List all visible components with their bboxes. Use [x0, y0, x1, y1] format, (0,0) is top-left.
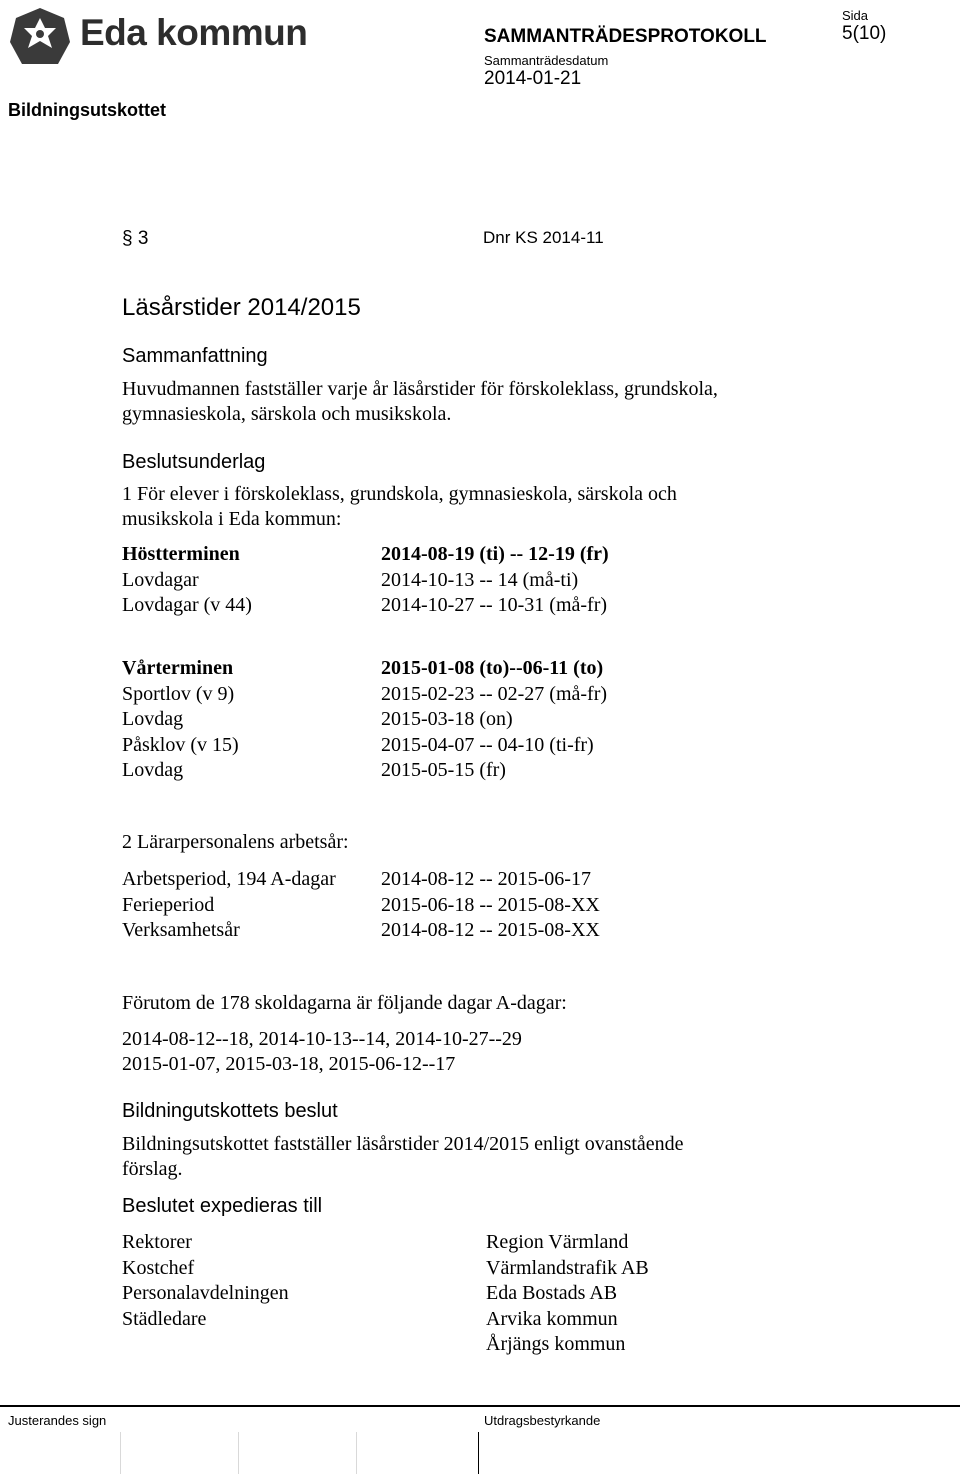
summary-line-1: Huvudmannen fastställer varje år läsårstider för förskoleklass, grundskola,: [122, 378, 718, 400]
table-row: [122, 733, 607, 759]
holiday-label: Lovdag: [122, 759, 184, 781]
table-row: [122, 593, 609, 619]
a-days-line-1: 2014-08-12--18, 2014-10-13--14, 2014-10-27--29: [122, 1028, 522, 1050]
decision-line-1: Bildningsutskottet fastställer läsårstider 2014/2015 enligt ovanstående: [122, 1133, 684, 1155]
table-row: [122, 656, 607, 682]
period-dates: 2014-08-12 -- 2015-08-XX: [381, 919, 600, 941]
decision-basis-heading: Beslutsunderlag: [122, 451, 266, 473]
page-label: Sida: [842, 8, 869, 23]
municipality-logo: [8, 6, 72, 70]
distribution-list-right: [486, 1230, 649, 1358]
teacher-year-table: [122, 867, 600, 944]
decision-line-2: förslag.: [122, 1158, 183, 1180]
holiday-dates: 2015-02-23 -- 02-27 (må-fr): [381, 682, 608, 705]
holiday-label: Lovdag: [122, 708, 184, 730]
table-row: [122, 867, 600, 893]
table-row: [122, 893, 600, 919]
holiday-label: Sportlov (v 9): [122, 682, 235, 705]
signature-box-divider: [238, 1432, 239, 1474]
recipient: Personalavdelningen: [122, 1282, 289, 1304]
table-row: [122, 542, 609, 568]
paragraph-number: § 3: [122, 228, 149, 249]
holiday-dates: 2014-10-27 -- 10-31 (må-fr): [381, 594, 608, 616]
summary-heading: Sammanfattning: [122, 345, 268, 367]
recipient: Arvika kommun: [486, 1307, 618, 1330]
extract-certification-label: Utdragsbestyrkande: [484, 1413, 601, 1428]
period-dates: 2015-06-18 -- 2015-08-XX: [381, 893, 600, 916]
table-row: [122, 568, 609, 594]
period-label: Verksamhetsår: [122, 919, 240, 941]
crest-icon: [8, 6, 72, 70]
recipient: Kostchef: [122, 1256, 195, 1279]
a-days-intro: Förutom de 178 skoldagarna är följande dagar A-dagar:: [122, 992, 567, 1014]
recipient: Värmlandstrafik AB: [486, 1256, 649, 1279]
meeting-date: 2014-01-21: [484, 68, 582, 89]
meeting-date-label: Sammanträdesdatum: [484, 53, 609, 68]
footer-column-divider: [478, 1432, 479, 1474]
period-dates: 2014-08-12 -- 2015-06-17: [381, 868, 591, 890]
holiday-label: Lovdagar (v 44): [122, 594, 252, 616]
recipient: Rektorer: [122, 1231, 192, 1253]
term-dates: 2015-01-08 (to)--06-11 (to): [381, 657, 604, 679]
term-label: Vårterminen: [122, 657, 234, 679]
holiday-dates: 2015-04-07 -- 04-10 (ti-fr): [381, 733, 594, 756]
period-label: Arbetsperiod, 194 A-dagar: [122, 868, 336, 890]
decision-heading: Bildningutskottets beslut: [122, 1100, 338, 1122]
holiday-label: Lovdagar: [122, 568, 199, 591]
document-type: SAMMANTRÄDESPROTOKOLL: [484, 26, 767, 47]
decision-basis-line-2: musikskola i Eda kommun:: [122, 508, 342, 530]
page-number: 5(10): [842, 23, 887, 44]
autumn-term-table: [122, 542, 609, 619]
holiday-dates: 2014-10-13 -- 14 (må-ti): [381, 568, 579, 591]
period-label: Ferieperiod: [122, 893, 215, 916]
distribution-list-left: [122, 1230, 289, 1332]
table-row: [122, 918, 600, 944]
org-name: Eda kommun: [80, 12, 308, 53]
recipient: Årjängs kommun: [486, 1333, 626, 1355]
recipient: Region Värmland: [486, 1231, 629, 1253]
holiday-dates: 2015-05-15 (fr): [381, 759, 506, 781]
distribution-heading: Beslutet expedieras till: [122, 1195, 323, 1217]
diary-number: Dnr KS 2014-11: [483, 228, 604, 247]
department-name: Bildningsutskottet: [8, 100, 166, 120]
signature-box-divider: [120, 1432, 121, 1474]
decision-basis-line-1: 1 För elever i förskoleklass, grundskola, gymnasieskola, särskola och: [122, 483, 677, 505]
term-dates: 2014-08-19 (ti) -- 12-19 (fr): [381, 543, 609, 565]
recipient: Städledare: [122, 1307, 207, 1330]
term-label: Höstterminen: [122, 543, 240, 565]
signature-label: Justerandes sign: [8, 1413, 107, 1428]
paragraph-title: Läsårstider 2014/2015: [122, 294, 361, 321]
signature-box-divider: [356, 1432, 357, 1474]
holiday-dates: 2015-03-18 (on): [381, 708, 513, 730]
recipient: Eda Bostads AB: [486, 1282, 618, 1304]
table-row: [122, 682, 607, 708]
spring-term-table: [122, 656, 607, 784]
table-row: [122, 707, 607, 733]
teacher-year-heading: 2 Lärarpersonalens arbetsår:: [122, 831, 349, 853]
holiday-label: Påsklov (v 15): [122, 733, 239, 756]
table-row: [122, 758, 607, 784]
a-days-line-2: 2015-01-07, 2015-03-18, 2015-06-12--17: [122, 1053, 456, 1075]
summary-line-2: gymnasieskola, särskola och musikskola.: [122, 403, 452, 425]
footer-divider: [0, 1405, 960, 1407]
